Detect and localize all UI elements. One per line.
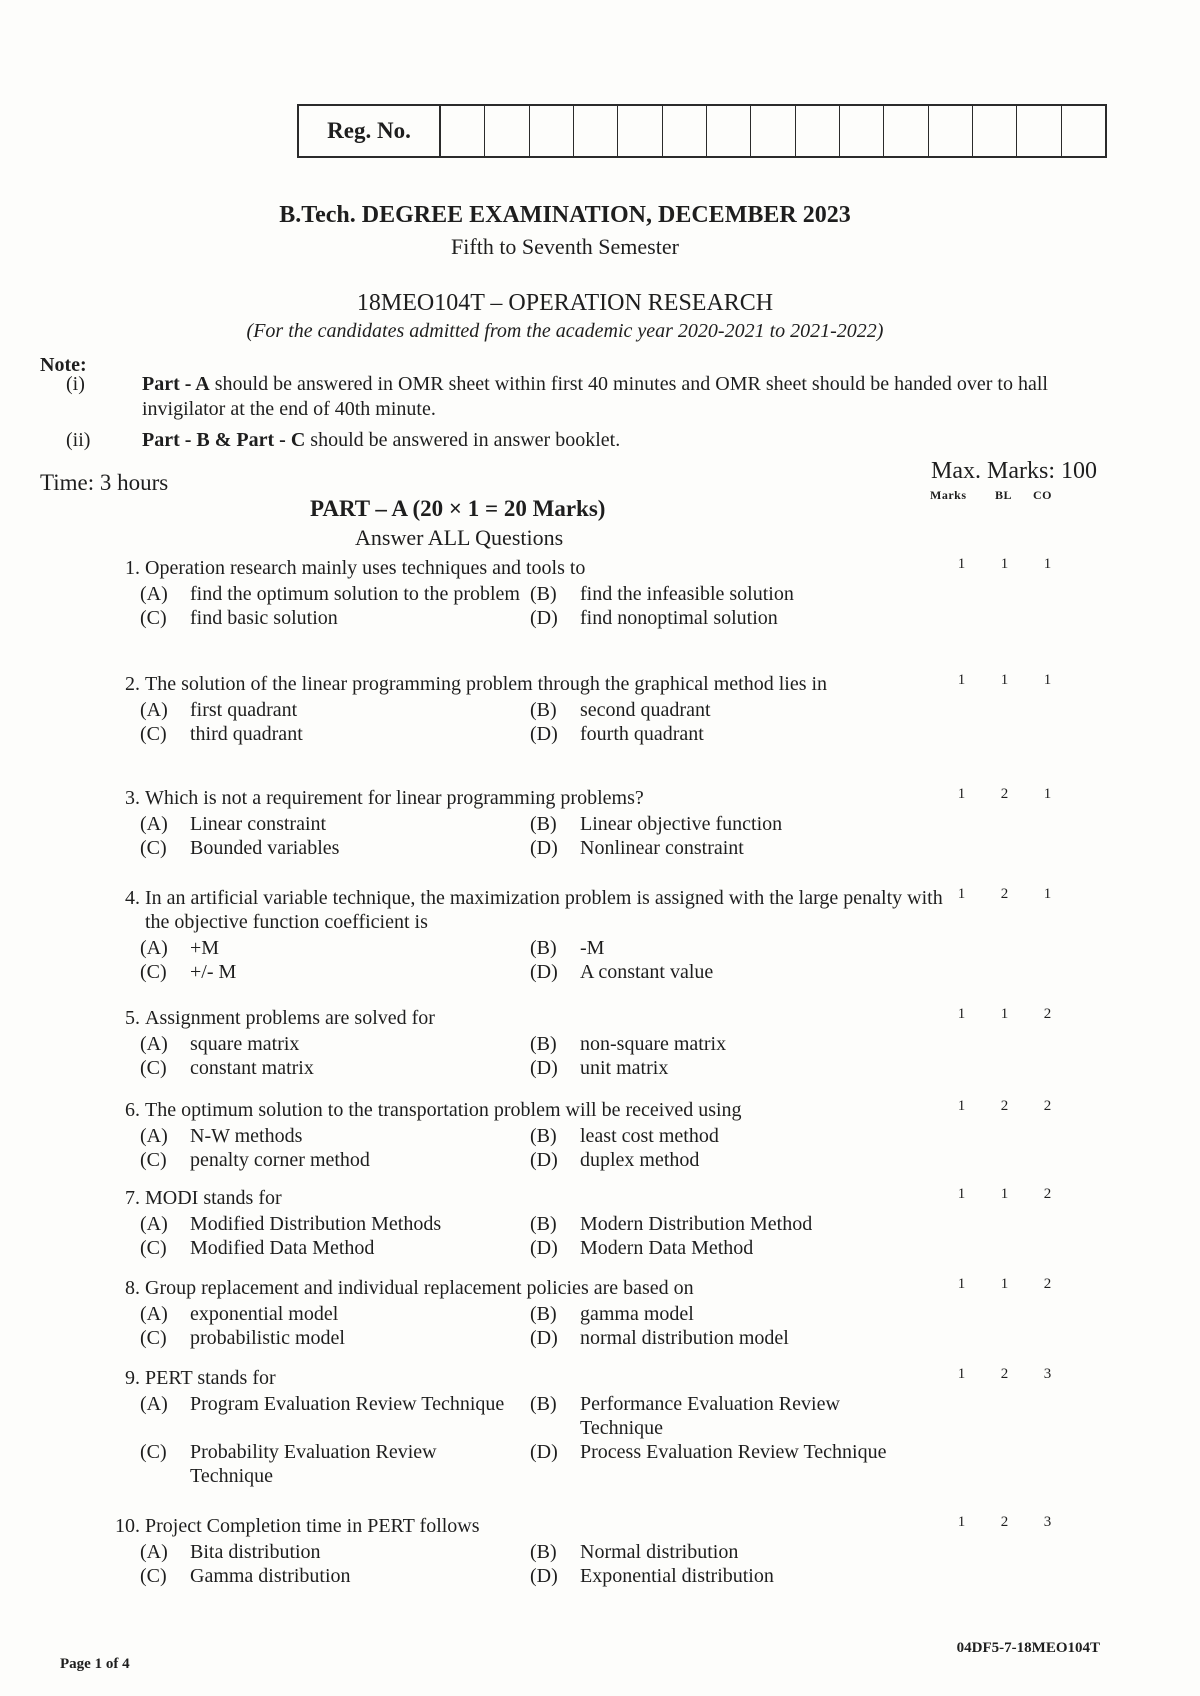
question-text: Group replacement and individual replacement policies are based on: [145, 1277, 694, 1299]
question-co: 2: [1043, 1276, 1052, 1292]
option-text: Probability Evaluation Review Technique: [190, 1441, 437, 1487]
option: [530, 812, 920, 836]
option-label: (B): [530, 1213, 557, 1235]
question-meta: [940, 1362, 1080, 1386]
option: [140, 1440, 530, 1488]
question: [100, 556, 1090, 630]
question-marks: 1: [957, 1276, 966, 1292]
option-label: (A): [140, 583, 168, 605]
option: [140, 1056, 530, 1080]
option-text: Exponential distribution: [580, 1565, 774, 1587]
option-grid: [140, 1212, 1090, 1260]
question: [100, 1006, 1090, 1080]
option-label: (C): [140, 1057, 167, 1079]
option-text: third quadrant: [190, 723, 303, 745]
option-label: (A): [140, 1125, 168, 1147]
question-text: Operation research mainly uses techniques and tools to: [145, 557, 586, 579]
question-bl: 2: [1000, 1514, 1009, 1530]
question-marks: 1: [957, 1366, 966, 1382]
note-label: Note:: [40, 354, 87, 376]
exam-time: Time: 3 hours: [40, 470, 169, 495]
question-bl: 2: [1000, 786, 1009, 802]
question-marks: 1: [957, 556, 966, 572]
question-text: Which is not a requirement for linear programming problems?: [145, 787, 644, 809]
question: [100, 672, 1090, 746]
note-text: [142, 428, 1100, 453]
page-number: Page 1 of 4: [60, 1656, 130, 1672]
option: [140, 1540, 530, 1564]
option: [530, 1056, 920, 1080]
question-meta: [940, 1094, 1080, 1118]
option: [140, 1236, 530, 1260]
option-label: (B): [530, 937, 557, 959]
question-co: 1: [1043, 786, 1052, 802]
note-roman: (i): [66, 373, 85, 395]
option-label: (A): [140, 1033, 168, 1055]
option-label: (C): [140, 1149, 167, 1171]
note-item: [60, 428, 1100, 453]
question-marks: 1: [957, 786, 966, 802]
question-number: 1.: [125, 557, 140, 579]
reg-cell: [796, 106, 840, 156]
option-text: non-square matrix: [580, 1033, 727, 1055]
reg-cell: [663, 106, 707, 156]
option: [530, 1236, 920, 1260]
reg-cell: [574, 106, 618, 156]
option-label: (D): [530, 607, 558, 629]
option: [530, 1148, 920, 1172]
option-label: (B): [530, 583, 557, 605]
option-text: Process Evaluation Review Technique: [580, 1441, 887, 1463]
option-text: Bita distribution: [190, 1541, 321, 1563]
reg-cell: [751, 106, 795, 156]
option-text: Modified Data Method: [190, 1237, 375, 1259]
option-label: (C): [140, 1237, 167, 1259]
registration-number-box: [297, 104, 1107, 158]
option: [530, 582, 920, 606]
column-header-marks: Marks: [930, 488, 967, 502]
note-roman: (ii): [66, 429, 91, 451]
option-label: (B): [530, 1541, 557, 1563]
question: [100, 1276, 1090, 1350]
option-label: (A): [140, 1213, 168, 1235]
option-label: (C): [140, 723, 167, 745]
question-meta: [940, 1510, 1080, 1534]
part-a-title: PART – A (20 × 1 = 20 Marks): [310, 496, 606, 521]
option-text: constant matrix: [190, 1057, 314, 1079]
question-meta: [940, 668, 1080, 692]
option-label: (B): [530, 1303, 557, 1325]
option: [140, 698, 530, 722]
option-text: Bounded variables: [190, 837, 340, 859]
reg-cells: [441, 106, 1105, 156]
option: [140, 606, 530, 630]
reg-cell: [707, 106, 751, 156]
option: [530, 1124, 920, 1148]
option-text: first quadrant: [190, 699, 298, 721]
semester: Fifth to Seventh Semester: [451, 234, 679, 259]
option-text: least cost method: [580, 1125, 719, 1147]
option: [530, 1032, 920, 1056]
option: [140, 1212, 530, 1236]
option-text: Program Evaluation Review Technique: [190, 1393, 505, 1415]
question-marks: 1: [957, 1514, 966, 1530]
option-label: (A): [140, 1393, 168, 1415]
question-marks: 1: [957, 672, 966, 688]
question-meta: [940, 882, 1080, 906]
reg-cell: [618, 106, 662, 156]
question: [100, 1514, 1090, 1588]
question-number: 3.: [125, 787, 140, 809]
option: [140, 1392, 530, 1440]
option-text: +M: [190, 937, 220, 959]
question-co: 1: [1043, 886, 1052, 902]
option-label: (C): [140, 961, 167, 983]
option-text: square matrix: [190, 1033, 300, 1055]
question-marks: 1: [957, 1006, 966, 1022]
option-text: penalty corner method: [190, 1149, 370, 1171]
option: [140, 936, 530, 960]
option-text: find basic solution: [190, 607, 338, 629]
max-marks: Max. Marks: 100: [931, 458, 1097, 484]
reg-cell: [1062, 106, 1105, 156]
option-text: find the optimum solution to the problem: [190, 583, 520, 605]
question-bl: 2: [1000, 1366, 1009, 1382]
question: [100, 886, 1090, 984]
option-text: Modified Distribution Methods: [190, 1213, 442, 1235]
option: [530, 836, 920, 860]
option: [530, 1564, 920, 1588]
question: [100, 786, 1090, 860]
option-label: (D): [530, 961, 558, 983]
option-text: Linear objective function: [580, 813, 783, 835]
question-meta: [940, 782, 1080, 806]
question-co: 1: [1043, 556, 1052, 572]
note-text: [142, 372, 1100, 422]
option-grid: [140, 936, 1090, 984]
option-grid: [140, 1540, 1090, 1588]
option-text: fourth quadrant: [580, 723, 704, 745]
option-grid: [140, 698, 1090, 746]
option-label: (A): [140, 937, 168, 959]
option-text: Performance Evaluation Review Technique: [580, 1393, 840, 1439]
option-grid: [140, 1392, 1090, 1488]
question-bl: 1: [1000, 556, 1009, 572]
question-number: 8.: [125, 1277, 140, 1299]
option: [530, 698, 920, 722]
option: [530, 960, 920, 984]
option: [140, 1302, 530, 1326]
question-text: In an artificial variable technique, the maximization problem is assigned with the large penalty with the objective function coefficient is: [145, 887, 943, 933]
question-co: 2: [1043, 1186, 1052, 1202]
option-label: (B): [530, 699, 557, 721]
option-label: (D): [530, 1237, 558, 1259]
option: [140, 1326, 530, 1350]
question-meta: [940, 1182, 1080, 1206]
option-text: Normal distribution: [580, 1541, 739, 1563]
option-text: Modern Data Method: [580, 1237, 754, 1259]
option-label: (A): [140, 1303, 168, 1325]
option-text: unit matrix: [580, 1057, 669, 1079]
option: [140, 582, 530, 606]
option-label: (B): [530, 1393, 557, 1415]
option-label: (B): [530, 813, 557, 835]
option-text: find nonoptimal solution: [580, 607, 778, 629]
question-number: 9.: [125, 1367, 140, 1389]
option: [140, 812, 530, 836]
option: [530, 1302, 920, 1326]
note-body: should be answered in answer booklet.: [305, 429, 621, 451]
question-bl: 2: [1000, 1098, 1009, 1114]
column-header-bl: BL: [995, 488, 1013, 502]
option-text: -M: [580, 937, 605, 959]
option-label: (C): [140, 1565, 167, 1587]
option: [140, 960, 530, 984]
question-number: 5.: [125, 1007, 140, 1029]
option: [530, 722, 920, 746]
option-label: (D): [530, 1565, 558, 1587]
reg-cell: [1017, 106, 1061, 156]
option-text: find the infeasible solution: [580, 583, 794, 605]
note-bold: Part - B & Part - C: [142, 429, 306, 451]
option: [140, 1032, 530, 1056]
question-text: The solution of the linear programming problem through the graphical method lies in: [145, 673, 828, 695]
question-number: 4.: [125, 887, 140, 909]
option-text: N-W methods: [190, 1125, 303, 1147]
option-label: (A): [140, 699, 168, 721]
option-grid: [140, 1124, 1090, 1172]
option: [140, 836, 530, 860]
option-label: (A): [140, 813, 168, 835]
question-co: 2: [1043, 1098, 1052, 1114]
option-label: (C): [140, 837, 167, 859]
reg-cell: [840, 106, 884, 156]
question-co: 1: [1043, 672, 1052, 688]
option: [140, 1148, 530, 1172]
option: [530, 936, 920, 960]
question-bl: 1: [1000, 1006, 1009, 1022]
option-label: (D): [530, 1441, 558, 1463]
option-label: (B): [530, 1033, 557, 1055]
question-text: The optimum solution to the transportation problem will be received using: [145, 1099, 742, 1121]
option: [140, 1124, 530, 1148]
question-marks: 1: [957, 1186, 966, 1202]
option: [530, 1392, 920, 1440]
option: [140, 1564, 530, 1588]
question-number: 10.: [115, 1515, 140, 1537]
question-meta: [940, 1272, 1080, 1296]
option-label: (B): [530, 1125, 557, 1147]
course-title: 18MEO104T – OPERATION RESEARCH: [356, 290, 774, 316]
part-a-instruction: Answer ALL Questions: [355, 525, 564, 550]
question-marks: 1: [957, 886, 966, 902]
question-text: PERT stands for: [145, 1367, 276, 1389]
reg-cell: [884, 106, 928, 156]
option-text: Gamma distribution: [190, 1565, 351, 1587]
question: [100, 1366, 1090, 1488]
option-text: Modern Distribution Method: [580, 1213, 813, 1235]
option-text: gamma model: [580, 1303, 694, 1325]
question-bl: 1: [1000, 1186, 1009, 1202]
question-marks: 1: [957, 1098, 966, 1114]
note-body: should be answered in OMR sheet within first 40 minutes and OMR sheet should be handed over to hall invigilator at the end of 40th minute.: [142, 373, 1048, 420]
option-label: (A): [140, 1541, 168, 1563]
option-label: (C): [140, 607, 167, 629]
option-label: (C): [140, 1327, 167, 1349]
reg-cell: [973, 106, 1017, 156]
option-text: +/- M: [190, 961, 237, 983]
option: [530, 1212, 920, 1236]
reg-cell: [929, 106, 973, 156]
admitted-years: (For the candidates admitted from the academic year 2020-2021 to 2021-2022): [246, 320, 884, 342]
option-label: (D): [530, 837, 558, 859]
option: [140, 722, 530, 746]
option-grid: [140, 812, 1090, 860]
note-item: [60, 372, 1100, 422]
question: [100, 1098, 1090, 1172]
option-grid: [140, 582, 1090, 630]
question-text: MODI stands for: [145, 1187, 282, 1209]
question: [100, 1186, 1090, 1260]
question-number: 7.: [125, 1187, 140, 1209]
option-grid: [140, 1302, 1090, 1350]
option-label: (D): [530, 1057, 558, 1079]
option-text: second quadrant: [580, 699, 711, 721]
option-label: (C): [140, 1441, 167, 1463]
document-code: 04DF5-7-18MEO104T: [956, 1640, 1100, 1656]
question-number: 2.: [125, 673, 140, 695]
question-bl: 2: [1000, 886, 1009, 902]
option-text: Linear constraint: [190, 813, 327, 835]
question-meta: [940, 552, 1080, 576]
question-text: Project Completion time in PERT follows: [145, 1515, 480, 1537]
question-co: 2: [1043, 1006, 1052, 1022]
option-label: (D): [530, 1149, 558, 1171]
option-label: (D): [530, 723, 558, 745]
column-header-co: CO: [1033, 488, 1052, 502]
question-text: Assignment problems are solved for: [145, 1007, 435, 1029]
question-bl: 1: [1000, 1276, 1009, 1292]
question-co: 3: [1043, 1514, 1052, 1530]
option-text: normal distribution model: [580, 1327, 789, 1349]
option-text: A constant value: [580, 961, 714, 983]
note-bold: Part - A: [142, 373, 210, 395]
question-co: 3: [1043, 1366, 1052, 1382]
option: [530, 1326, 920, 1350]
question-bl: 1: [1000, 672, 1009, 688]
option: [530, 1540, 920, 1564]
option-grid: [140, 1032, 1090, 1080]
reg-label: Reg. No.: [299, 106, 441, 156]
option-label: (D): [530, 1327, 558, 1349]
exam-title: B.Tech. DEGREE EXAMINATION, DECEMBER 2023: [279, 202, 851, 228]
option: [530, 606, 920, 630]
option-text: Nonlinear constraint: [580, 837, 744, 859]
question-number: 6.: [125, 1099, 140, 1121]
reg-cell: [485, 106, 529, 156]
option-text: exponential model: [190, 1303, 339, 1325]
reg-cell: [441, 106, 485, 156]
option: [530, 1440, 920, 1488]
reg-cell: [530, 106, 574, 156]
option-text: probabilistic model: [190, 1327, 345, 1349]
option-text: duplex method: [580, 1149, 700, 1171]
question-meta: [940, 1002, 1080, 1026]
